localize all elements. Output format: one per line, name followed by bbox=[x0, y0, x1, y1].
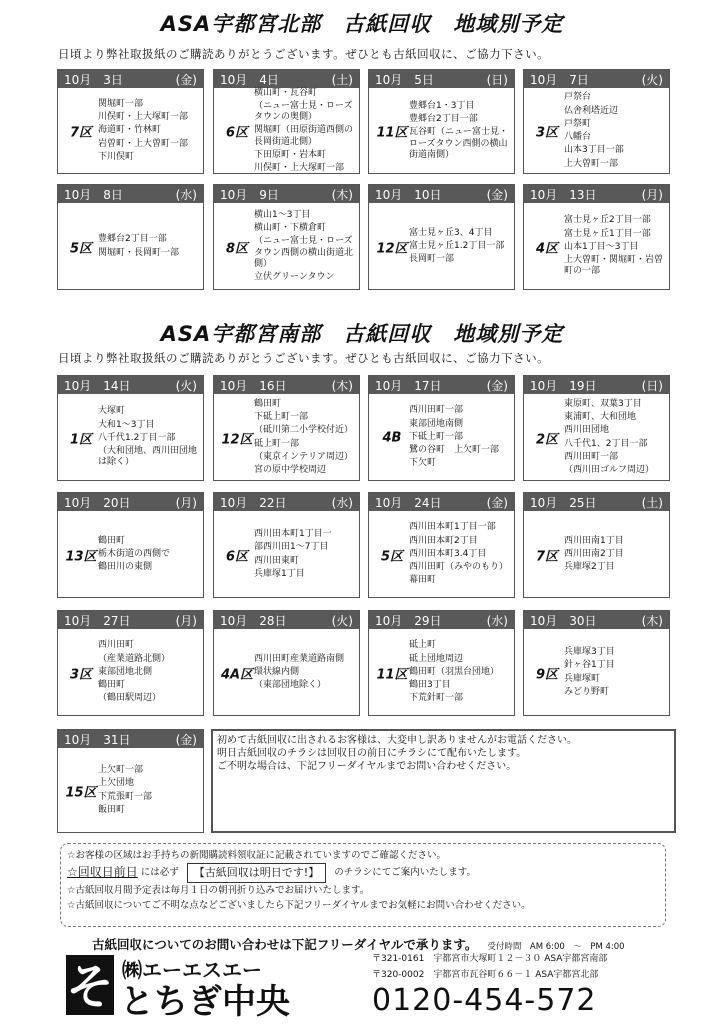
card-header bbox=[214, 376, 359, 394]
collection-date: 10月 17日 bbox=[375, 378, 442, 393]
area-line: 上欠町一部 bbox=[98, 765, 144, 775]
card-header bbox=[369, 376, 514, 394]
area-line: 関堀町（田原街道西側の長岡街道北側） bbox=[254, 125, 354, 147]
schedule-card bbox=[523, 184, 670, 290]
area-line: 西川田町産業道路南側 bbox=[254, 653, 345, 664]
card-body bbox=[524, 512, 669, 597]
card-header bbox=[524, 493, 669, 511]
area-line: 長岡町一部 bbox=[409, 254, 455, 265]
area-line: 東浦町、大和団地 bbox=[564, 412, 637, 422]
schedule-card bbox=[368, 492, 515, 598]
zone-label: 1区 bbox=[69, 432, 93, 447]
area-line: 鷺の谷町 上欠町一部 bbox=[409, 445, 500, 456]
area-list bbox=[409, 204, 511, 289]
area-list bbox=[98, 204, 200, 289]
area-list bbox=[98, 395, 200, 480]
zone-label: 7区 bbox=[535, 549, 559, 564]
zone-label: 4B bbox=[382, 430, 402, 445]
area-line: 岩曽町・上大曽町一部 bbox=[98, 138, 189, 149]
card-header bbox=[369, 611, 514, 629]
area-line: 富士見ヶ丘3、4丁目 bbox=[409, 227, 493, 238]
area-line: 八千代1.2丁目一部 bbox=[98, 432, 176, 443]
area-line: （西川田ゴルフ周辺） bbox=[564, 465, 655, 475]
area-line: 西川田本町1丁目一 bbox=[254, 529, 332, 539]
company-logo bbox=[66, 953, 366, 1017]
card-header bbox=[524, 70, 669, 88]
zone-label: 6区 bbox=[225, 125, 249, 141]
area-line: 西川田団地 bbox=[564, 425, 610, 436]
logo-kabu: ㈱エーエスエー bbox=[122, 958, 262, 982]
card-body bbox=[524, 630, 669, 715]
area-line: 西川田南2丁目 bbox=[564, 548, 624, 559]
area-line: 下川俣町 bbox=[98, 151, 135, 162]
area-list bbox=[564, 395, 666, 480]
area-line: 豊郷台1・3丁目 bbox=[409, 100, 475, 111]
area-line: 東部団地北側 bbox=[98, 666, 153, 677]
area-list bbox=[254, 204, 356, 289]
schedule-card bbox=[523, 610, 670, 716]
area-list bbox=[409, 395, 511, 480]
notice-line: ご不明な場合は、下記フリーダイヤルまでお問い合わせください。 bbox=[217, 761, 517, 772]
area-line: 八幡台 bbox=[564, 132, 592, 142]
zone-label: 13区 bbox=[65, 549, 97, 564]
area-line: 大塚町 bbox=[98, 406, 126, 417]
area-line: 部西川田1～7丁目 bbox=[254, 542, 329, 553]
collection-date: 10月 9日 bbox=[220, 187, 279, 202]
card-body bbox=[369, 630, 514, 715]
area-line: 富士見ヶ丘1.2丁目一部 bbox=[409, 240, 505, 251]
weekday: (月) bbox=[175, 495, 197, 510]
card-body bbox=[524, 204, 669, 289]
schedule-card bbox=[57, 729, 204, 833]
area-list bbox=[254, 395, 356, 480]
area-line: 関堀町一部 bbox=[98, 98, 144, 109]
north-intro: 日頃より弊社取扱紙のご購読ありがとうございます。ぜひとも古紙回収に、ご協力下さい。 bbox=[58, 47, 550, 61]
area-list bbox=[409, 89, 511, 173]
area-line: 宮の原中学校周辺 bbox=[254, 465, 327, 475]
collection-date: 10月 28日 bbox=[220, 613, 287, 628]
area-line: 西川田町（みやのもり） bbox=[409, 562, 509, 573]
zone-label: 3区 bbox=[69, 667, 93, 682]
collection-date: 10月 27日 bbox=[64, 613, 131, 628]
area-line: 横山1～3丁目 bbox=[254, 209, 311, 220]
area-list bbox=[254, 512, 356, 597]
schedule-card bbox=[213, 610, 360, 716]
card-header bbox=[524, 185, 669, 203]
area-line: 立伏グリーンタウン bbox=[254, 272, 335, 282]
card-body bbox=[214, 395, 359, 480]
area-line: 下砥上町一部 bbox=[254, 412, 309, 422]
notice-line: 初めて古紙回収に出されるお客様は、大変申し訳ありませんがお電話ください。 bbox=[217, 735, 577, 746]
area-line: 西川田町一部 bbox=[564, 451, 619, 462]
card-body bbox=[58, 630, 203, 715]
area-list bbox=[564, 512, 666, 597]
area-line: 大和1～3丁目 bbox=[98, 419, 155, 430]
weekday: (木) bbox=[331, 378, 353, 393]
area-list bbox=[98, 512, 200, 597]
card-body bbox=[58, 89, 203, 173]
area-line: 山本3丁目一部 bbox=[564, 145, 624, 156]
area-list bbox=[409, 630, 511, 715]
zone-label: 6区 bbox=[225, 549, 249, 564]
area-line: 兵庫塚町 bbox=[564, 673, 601, 684]
zone-label: 4区 bbox=[535, 241, 559, 256]
card-header bbox=[58, 493, 203, 511]
collection-date: 10月 31日 bbox=[64, 732, 131, 747]
collection-date: 10月 14日 bbox=[64, 378, 131, 393]
card-header bbox=[524, 611, 669, 629]
area-line: 戸祭台 bbox=[564, 92, 592, 103]
card-body bbox=[214, 630, 359, 715]
area-line: 下欠町 bbox=[409, 458, 437, 469]
area-list bbox=[254, 89, 356, 173]
area-line: 鶴田町（羽黒台団地） bbox=[409, 666, 500, 677]
area-line: 西川田町 bbox=[98, 640, 135, 651]
area-line: 西川田本町2丁目 bbox=[409, 535, 478, 546]
area-line: 鶴田町 bbox=[98, 535, 126, 546]
schedule-card bbox=[213, 492, 360, 598]
weekday: (火) bbox=[175, 378, 197, 393]
collection-date: 10月 30日 bbox=[530, 613, 597, 628]
card-header bbox=[524, 376, 669, 394]
note-line: ☆古紙回収月間予定表は毎月１日の朝刊折り込みでお届けいたします。 bbox=[67, 884, 370, 896]
area-line: 瓦谷町（ニュー富士見・ローズタウン西側の横山街道南側） bbox=[409, 127, 509, 160]
flyer-title: 【古紙回収は明日です!】 bbox=[187, 863, 326, 883]
weekday: (金) bbox=[175, 72, 197, 87]
area-line: 砥上町 bbox=[409, 640, 437, 651]
schedule-card bbox=[368, 184, 515, 290]
logo-mark: そ bbox=[66, 959, 115, 1015]
area-list bbox=[564, 204, 666, 289]
area-line: 東部団地南側 bbox=[409, 418, 464, 429]
zone-label: 12区 bbox=[221, 432, 253, 447]
area-list bbox=[564, 89, 666, 173]
note-text: には必ず bbox=[140, 867, 179, 879]
schedule-card bbox=[57, 610, 204, 716]
logo-name: とちぎ中央 bbox=[120, 982, 290, 1017]
area-list bbox=[564, 630, 666, 715]
schedule-card bbox=[368, 610, 515, 716]
area-line: （産業道路北側） bbox=[98, 653, 171, 664]
card-body bbox=[214, 204, 359, 289]
area-line: 横山町・瓦谷町 bbox=[254, 87, 318, 98]
zone-label: 5区 bbox=[69, 241, 93, 256]
area-line: みどり野町 bbox=[564, 686, 610, 697]
notice-box bbox=[211, 729, 676, 833]
card-header bbox=[214, 611, 359, 629]
note-highlight: ☆回収日前日 bbox=[67, 865, 138, 880]
card-body bbox=[214, 512, 359, 597]
schedule-card bbox=[57, 492, 204, 598]
area-line: 東原町、双葉3丁目 bbox=[564, 398, 642, 409]
card-header bbox=[214, 185, 359, 203]
area-line: 海道町・竹林町 bbox=[98, 125, 162, 136]
area-line: 砥上団地周辺 bbox=[409, 653, 464, 664]
area-line: 下田原町・岩本町 bbox=[254, 149, 327, 160]
area-line: 上欠団地 bbox=[98, 778, 135, 789]
card-header bbox=[58, 185, 203, 203]
zone-label: 5区 bbox=[380, 549, 404, 564]
area-line: 川俣町・上大塚町一部 bbox=[98, 112, 189, 123]
schedule-card bbox=[213, 375, 360, 481]
weekday: (火) bbox=[641, 72, 663, 87]
card-header bbox=[214, 493, 359, 511]
collection-date: 10月 25日 bbox=[530, 495, 597, 510]
zone-label: 11区 bbox=[376, 125, 408, 141]
weekday: (金) bbox=[486, 378, 508, 393]
card-body bbox=[369, 395, 514, 480]
zone-label: 3区 bbox=[535, 125, 559, 141]
notes-box bbox=[60, 843, 666, 927]
collection-date: 10月 24日 bbox=[375, 495, 442, 510]
schedule-card bbox=[523, 375, 670, 481]
area-line: （東部団地除く） bbox=[254, 680, 327, 691]
area-line: 環状線内側 bbox=[254, 666, 300, 677]
collection-date: 10月 19日 bbox=[530, 378, 597, 393]
notice-line: 明日古紙回収のチラシは回収日の前日にチラシにて配布いたします。 bbox=[217, 748, 527, 759]
south-title: ASA宇都宮南部 古紙回収 地域別予定 bbox=[160, 322, 564, 346]
card-body bbox=[369, 89, 514, 173]
zone-label: 15区 bbox=[65, 785, 97, 800]
zone-label: 8区 bbox=[225, 241, 249, 256]
area-list bbox=[409, 512, 511, 597]
card-header bbox=[214, 70, 359, 88]
card-body bbox=[524, 89, 669, 173]
note-line: ☆お客様の区域はお手持ちの新聞購読料領収証に記載されていますのでご確認ください。 bbox=[67, 850, 447, 861]
card-header bbox=[58, 70, 203, 88]
collection-date: 10月 10日 bbox=[375, 187, 442, 202]
collection-date: 10月 16日 bbox=[220, 378, 287, 393]
card-body bbox=[58, 512, 203, 597]
schedule-card bbox=[57, 375, 204, 481]
collection-date: 10月 7日 bbox=[530, 72, 589, 87]
area-line: 仏舎利塔近辺 bbox=[564, 105, 619, 116]
area-line: 八千代1、2丁目一部 bbox=[564, 438, 648, 449]
area-line: 富士見ヶ丘2丁目一部 bbox=[564, 215, 651, 226]
weekday: (水) bbox=[331, 495, 353, 510]
weekday: (土) bbox=[641, 495, 663, 510]
area-line: 幕田町 bbox=[409, 575, 437, 586]
north-title: ASA宇都宮北部 古紙回収 地域別予定 bbox=[160, 12, 564, 36]
collection-date: 10月 4日 bbox=[220, 72, 279, 87]
area-line: 関堀町・長岡町一部 bbox=[98, 247, 180, 258]
weekday: (火) bbox=[331, 613, 353, 628]
area-line: 下荒張町一部 bbox=[98, 791, 153, 802]
note-line: ☆古紙回収についてご不明な点などございましたら下記フリーダイヤルまでお気軽にお問い合わせください。 bbox=[67, 899, 531, 911]
area-line: 砥上町一部 bbox=[254, 438, 300, 449]
south-intro: 日頃より弊社取扱紙のご購読ありがとうございます。ぜひとも古紙回収に、ご協力下さい。 bbox=[58, 351, 550, 365]
schedule-card bbox=[368, 375, 515, 481]
area-line: 西川田本町3.4丁目 bbox=[409, 548, 487, 559]
weekday: (水) bbox=[486, 613, 508, 628]
area-line: 富士見ヶ丘1丁目一部 bbox=[564, 228, 651, 239]
area-list bbox=[98, 749, 200, 832]
card-header bbox=[369, 185, 514, 203]
contact-text: 古紙回収についてのお問い合わせは下記フリーダイヤルで承ります。 bbox=[92, 937, 478, 952]
area-line: （東京インテリア周辺） bbox=[254, 451, 354, 462]
collection-date: 10月 29日 bbox=[375, 613, 442, 628]
area-line: （砥川第二小学校付近） bbox=[254, 425, 354, 436]
area-line: 上大曽町一部 bbox=[564, 158, 619, 169]
weekday: (木) bbox=[641, 613, 663, 628]
area-line: （ニュー富士見・ローズタウン西側の横山街道北側） bbox=[254, 236, 354, 269]
schedule-card bbox=[523, 492, 670, 598]
area-line: 西川田南1丁目 bbox=[564, 535, 624, 546]
collection-date: 10月 13日 bbox=[530, 187, 597, 202]
weekday: (日) bbox=[486, 72, 508, 87]
zone-label: 4A区 bbox=[220, 667, 254, 682]
schedule-card bbox=[213, 69, 360, 174]
area-line: 鶴田町 bbox=[98, 680, 126, 691]
note-line bbox=[67, 863, 659, 883]
zone-label: 9区 bbox=[535, 667, 559, 682]
note-text: のチラシにてご案内いたします。 bbox=[334, 867, 476, 879]
area-line: 下荒針町一部 bbox=[409, 693, 464, 704]
toll-free-number[interactable]: 0120-454-572 bbox=[372, 983, 597, 1018]
area-list bbox=[254, 630, 356, 715]
schedule-card bbox=[213, 184, 360, 290]
card-body bbox=[58, 749, 203, 832]
area-line: 西川田町一部 bbox=[409, 405, 464, 416]
area-line: 兵庫塚3丁目 bbox=[564, 647, 615, 657]
weekday: (月) bbox=[641, 187, 663, 202]
area-line: 川俣町・上大塚町一部 bbox=[254, 163, 345, 174]
area-line: 戸祭町 bbox=[564, 118, 592, 129]
collection-date: 10月 8日 bbox=[64, 187, 123, 202]
weekday: (水) bbox=[175, 187, 197, 202]
area-line: 飯田町 bbox=[98, 804, 126, 815]
collection-date: 10月 22日 bbox=[220, 495, 287, 510]
area-line: 山本1丁目～3丁目 bbox=[564, 241, 639, 252]
card-header bbox=[58, 611, 203, 629]
area-line: 鶴田3丁目 bbox=[409, 680, 451, 691]
area-line: （鶴田駅周辺） bbox=[98, 693, 162, 704]
card-body bbox=[369, 204, 514, 289]
area-list bbox=[98, 89, 200, 173]
area-line: 西川田東町 bbox=[254, 555, 300, 566]
address-south: 〒321-0161 宇都宮市大塚町１２－３０ ASA宇都宮南部 bbox=[372, 954, 608, 964]
weekday: (日) bbox=[641, 378, 663, 393]
schedule-card bbox=[523, 69, 670, 174]
area-line: 兵庫塚1丁目 bbox=[254, 568, 305, 579]
weekday: (土) bbox=[331, 72, 353, 87]
weekday: (金) bbox=[175, 732, 197, 747]
area-line: （ニュー富士見・ローズタウンの奥側） bbox=[254, 100, 353, 123]
weekday: (月) bbox=[175, 613, 197, 628]
card-header bbox=[369, 70, 514, 88]
area-line: 下砥上町一部 bbox=[409, 431, 464, 442]
card-body bbox=[524, 395, 669, 480]
schedule-card bbox=[57, 69, 204, 174]
card-body bbox=[214, 89, 359, 173]
card-header bbox=[58, 376, 203, 394]
card-body bbox=[369, 512, 514, 597]
weekday: (金) bbox=[486, 495, 508, 510]
schedule-card bbox=[368, 69, 515, 174]
area-line: （大和団地、西川田団地は除く） bbox=[98, 446, 198, 468]
area-list bbox=[98, 630, 200, 715]
area-line: 針ヶ谷1丁目 bbox=[564, 660, 615, 671]
collection-date: 10月 5日 bbox=[375, 72, 434, 87]
card-body bbox=[58, 395, 203, 480]
card-body bbox=[58, 204, 203, 289]
weekday: (金) bbox=[486, 187, 508, 202]
collection-date: 10月 20日 bbox=[64, 495, 131, 510]
zone-label: 2区 bbox=[535, 432, 559, 447]
area-line: 西川田本町1丁目一部 bbox=[409, 522, 496, 533]
area-line: 栃木街道の西側で bbox=[98, 548, 171, 559]
area-line: 兵庫塚2丁目 bbox=[564, 562, 615, 573]
collection-date: 10月 3日 bbox=[64, 72, 123, 87]
area-line: 横山町・下横倉町 bbox=[254, 223, 327, 233]
card-header bbox=[369, 493, 514, 511]
business-hours: 受付時間 AM 6:00 ～ PM 4:00 bbox=[487, 942, 625, 952]
address-north: 〒320-0002 宇都宮市瓦谷町６６－１ ASA宇都宮北部 bbox=[372, 970, 599, 980]
card-header bbox=[58, 730, 203, 748]
area-line: 豊郷台2丁目一部 bbox=[409, 114, 478, 125]
area-line: 上大曽町・関堀町・岩曽町の一部 bbox=[564, 255, 664, 277]
area-line: 鶴田町 bbox=[254, 398, 282, 409]
zone-label: 12区 bbox=[376, 241, 408, 256]
weekday: (木) bbox=[331, 187, 353, 202]
zone-label: 7区 bbox=[69, 125, 93, 141]
zone-label: 11区 bbox=[376, 667, 408, 682]
schedule-card bbox=[57, 184, 204, 290]
area-line: 豊郷台2丁目一部 bbox=[98, 234, 167, 245]
area-line: 鶴田川の東側 bbox=[98, 562, 153, 573]
